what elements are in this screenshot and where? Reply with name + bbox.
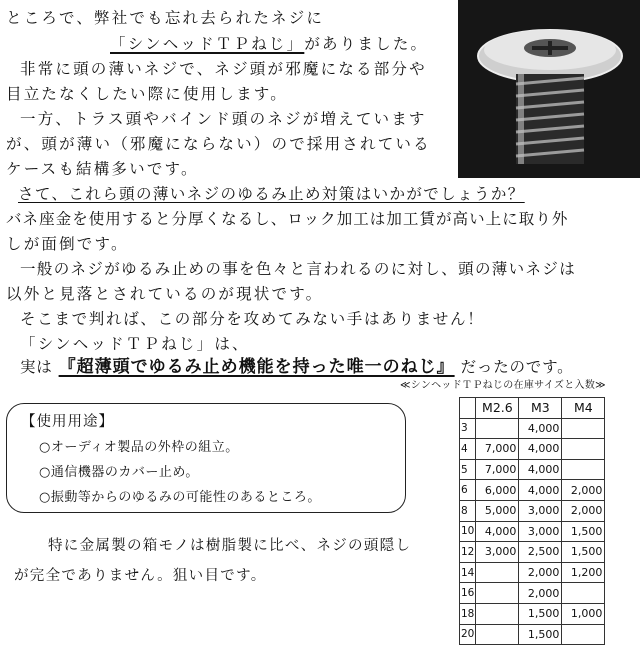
body-line-9: バネ座金を使用すると分厚くなるし、ロック加工は加工賃が高い上に取り外: [6, 210, 569, 228]
size-cell: 16: [460, 583, 476, 604]
usage-box: [6, 403, 406, 513]
quantity-cell: 4,000: [519, 418, 562, 439]
stock-table: [459, 397, 605, 645]
size-cell: 5: [460, 459, 476, 480]
header-m26: M2.6: [476, 398, 519, 419]
table-row: [460, 562, 605, 583]
size-cell: 8: [460, 500, 476, 521]
body-line-2-rest: がありました。: [304, 35, 429, 53]
quantity-cell: [476, 583, 519, 604]
table-row: [460, 583, 605, 604]
quantity-cell: 4,000: [519, 459, 562, 480]
quantity-cell: [476, 418, 519, 439]
body-line-11: 一般のネジがゆるみ止めの事を色々と言われるのに対し、頭の薄いネジは: [20, 260, 577, 278]
quantity-cell: 4,000: [476, 521, 519, 542]
quantity-cell: 4,000: [519, 480, 562, 501]
quantity-cell: 3,000: [519, 521, 562, 542]
quantity-cell: [562, 583, 605, 604]
screw-photo: [458, 0, 640, 178]
quantity-cell: [476, 603, 519, 624]
quantity-cell: [562, 459, 605, 480]
table-row: [460, 521, 605, 542]
table-row: [460, 418, 605, 439]
quantity-cell: [476, 624, 519, 645]
body-line-7: ケースも結構多いです。: [6, 160, 199, 178]
usage-item: ○通信機器のカバー止め。: [39, 465, 199, 480]
stock-table-body: [460, 418, 605, 645]
usage-title: 【使用用途】: [21, 414, 114, 430]
table-row: [460, 459, 605, 480]
quantity-cell: [562, 624, 605, 645]
table-row: [460, 603, 605, 624]
quantity-cell: 1,500: [562, 521, 605, 542]
quantity-cell: 3,000: [476, 542, 519, 563]
note-line-2: が完全でありません。狙い目です。: [14, 568, 267, 584]
size-cell: 20: [460, 624, 476, 645]
body-line-13: そこまで判れば、この部分を攻めてみない手はありません！: [20, 310, 485, 328]
table-row: [460, 500, 605, 521]
table-row: [460, 542, 605, 563]
quantity-cell: 2,000: [519, 562, 562, 583]
header-m3: M3: [519, 398, 562, 419]
usage-item: ○オーディオ製品の外枠の組立。: [39, 440, 239, 455]
size-cell: 3: [460, 418, 476, 439]
usage-item: ○振動等からのゆるみの可能性のあるところ。: [39, 490, 321, 505]
body-line-4: 目立たなくしたい際に使用します。: [6, 85, 288, 103]
body-line-3: 非常に頭の薄いネジで、ネジ頭が邪魔になる部分や: [20, 60, 427, 78]
product-name-highlight: 「シンヘッドＴＰねじ」: [110, 35, 305, 53]
body-line-5: 一方、トラス頭やバインド頭のネジが増えています: [20, 110, 427, 128]
quantity-cell: 2,000: [562, 500, 605, 521]
quantity-cell: 2,500: [519, 542, 562, 563]
quantity-cell: 6,000: [476, 480, 519, 501]
quantity-cell: 2,000: [562, 480, 605, 501]
body-line-6: が、頭が薄い（邪魔にならない）ので採用されている: [6, 135, 431, 153]
size-cell: 14: [460, 562, 476, 583]
quantity-cell: 1,500: [562, 542, 605, 563]
quantity-cell: [562, 418, 605, 439]
body-line-8: さて、これら頭の薄いネジのゆるみ止め対策はいかがでしょうか？: [18, 185, 525, 203]
size-cell: 6: [460, 480, 476, 501]
body-line-14: 「シンヘッドＴＰねじ」は、: [20, 335, 250, 353]
table-header-row: [460, 398, 605, 419]
quantity-cell: 1,000: [562, 603, 605, 624]
stock-table-caption: ≪シンヘッドＴＰねじの在庫サイズと入数≫: [400, 380, 606, 391]
quantity-cell: 1,200: [562, 562, 605, 583]
body-line-12: 以外と見落とされているのが現状です。: [6, 285, 324, 303]
size-cell: 12: [460, 542, 476, 563]
note-line-1: 特に金属製の箱モノは樹脂製に比べ、ネジの頭隠し: [48, 538, 412, 554]
quantity-cell: 7,000: [476, 439, 519, 460]
quantity-cell: 1,500: [519, 603, 562, 624]
body-line-15-pre: 実は: [20, 358, 53, 376]
quantity-cell: 2,000: [519, 583, 562, 604]
quantity-cell: 7,000: [476, 459, 519, 480]
table-row: [460, 439, 605, 460]
quantity-cell: [562, 439, 605, 460]
quantity-cell: 4,000: [519, 439, 562, 460]
quantity-cell: 1,500: [519, 624, 562, 645]
table-row: [460, 480, 605, 501]
quantity-cell: [476, 562, 519, 583]
size-cell: 18: [460, 603, 476, 624]
header-size: [460, 398, 476, 419]
body-line-2: [110, 34, 428, 54]
body-line-15-post: だったのです。: [460, 358, 574, 376]
body-line-10: しが面倒です。: [6, 235, 129, 253]
header-m4: M4: [562, 398, 605, 419]
screw-image-icon: [458, 0, 640, 178]
quantity-cell: 5,000: [476, 500, 519, 521]
body-line-1: ところで、弊社でも忘れ去られたネジに: [6, 9, 325, 27]
size-cell: 10: [460, 521, 476, 542]
quantity-cell: 3,000: [519, 500, 562, 521]
table-row: [460, 624, 605, 645]
key-feature-highlight: 『超薄頭でゆるみ止め機能を持った唯一のねじ』: [58, 357, 455, 377]
body-line-15: [20, 357, 573, 377]
size-cell: 4: [460, 439, 476, 460]
